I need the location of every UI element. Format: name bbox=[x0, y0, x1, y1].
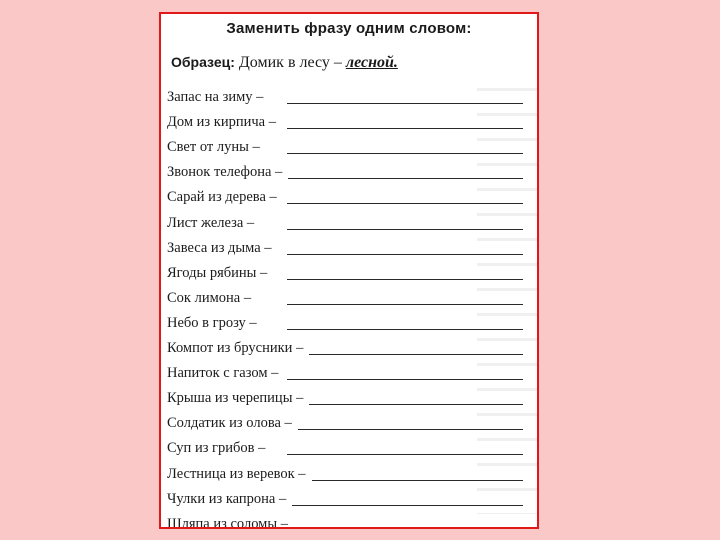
answer-blank-line[interactable] bbox=[287, 379, 523, 380]
answer-blank-line[interactable] bbox=[292, 505, 523, 506]
worksheet-title: Заменить фразу одним словом: bbox=[226, 20, 472, 37]
exercise-row bbox=[167, 412, 531, 434]
answer-blank-line[interactable] bbox=[287, 153, 523, 154]
answer-blank-line[interactable] bbox=[287, 203, 523, 204]
answer-blank-line[interactable] bbox=[298, 429, 523, 430]
answer-blank-line[interactable] bbox=[312, 480, 523, 481]
exercise-phrase: Небо в грозу – bbox=[167, 314, 257, 331]
sample-phrase: Домик в лесу – bbox=[238, 54, 342, 71]
exercise-row bbox=[167, 111, 531, 133]
exercise-row bbox=[167, 387, 531, 409]
answer-blank-line[interactable] bbox=[287, 329, 523, 330]
exercise-phrase: Суп из грибов – bbox=[167, 440, 266, 457]
exercise-phrase: Лестница из веревок – bbox=[167, 465, 306, 482]
exercise-row bbox=[167, 463, 531, 485]
exercise-phrase: Звонок телефона – bbox=[167, 164, 283, 181]
exercise-phrase: Ягоды рябины – bbox=[167, 264, 268, 281]
exercise-row bbox=[167, 488, 531, 510]
answer-blank-line[interactable] bbox=[287, 254, 523, 255]
exercise-row bbox=[167, 312, 531, 334]
answer-blank-line[interactable] bbox=[287, 454, 523, 455]
sample-label: Образец: bbox=[171, 54, 235, 70]
answer-blank-line[interactable] bbox=[287, 128, 523, 129]
answer-blank-line[interactable] bbox=[287, 229, 523, 230]
exercise-phrase: Напиток с газом – bbox=[167, 365, 279, 382]
exercise-phrase: Запас на зиму – bbox=[167, 89, 264, 105]
exercise-phrase: Чулки из капрона – bbox=[167, 490, 287, 507]
exercise-row bbox=[167, 337, 531, 359]
exercise-phrase: Сарай из дерева – bbox=[167, 189, 277, 206]
exercise-phrase: Дом из кирпича – bbox=[167, 114, 276, 131]
exercise-phrase: Компот из брусники – bbox=[167, 340, 304, 356]
exercise-row bbox=[167, 262, 531, 284]
exercise-row bbox=[167, 86, 531, 108]
answer-blank-line[interactable] bbox=[288, 178, 523, 179]
worksheet bbox=[159, 12, 539, 529]
sample-line bbox=[171, 54, 398, 72]
exercise-row bbox=[167, 513, 531, 529]
exercise-phrase: Шляпа из соломы – bbox=[167, 515, 288, 529]
exercise-row bbox=[167, 136, 531, 158]
exercise-phrase: Сок лимона – bbox=[167, 289, 252, 306]
answer-blank-line[interactable] bbox=[287, 103, 523, 104]
exercise-row bbox=[167, 437, 531, 459]
exercise-phrase: Лист железа – bbox=[167, 214, 255, 231]
exercise-row bbox=[167, 186, 531, 208]
answer-blank-line[interactable] bbox=[287, 279, 523, 280]
exercise-row bbox=[167, 212, 531, 234]
exercise-phrase: Свет от луны – bbox=[167, 139, 260, 156]
answer-blank-line[interactable] bbox=[287, 304, 523, 305]
answer-blank-line[interactable] bbox=[309, 404, 523, 405]
sample-answer: лесной. bbox=[345, 54, 398, 71]
exercise-phrase: Завеса из дыма – bbox=[167, 239, 272, 256]
exercise-row bbox=[167, 237, 531, 259]
exercise-phrase: Солдатик из олова – bbox=[167, 415, 292, 432]
exercise-row bbox=[167, 362, 531, 384]
exercise-row bbox=[167, 287, 531, 309]
exercise-row bbox=[167, 161, 531, 183]
answer-blank-line[interactable] bbox=[309, 354, 523, 355]
exercise-phrase: Крыша из черепицы – bbox=[167, 390, 304, 407]
